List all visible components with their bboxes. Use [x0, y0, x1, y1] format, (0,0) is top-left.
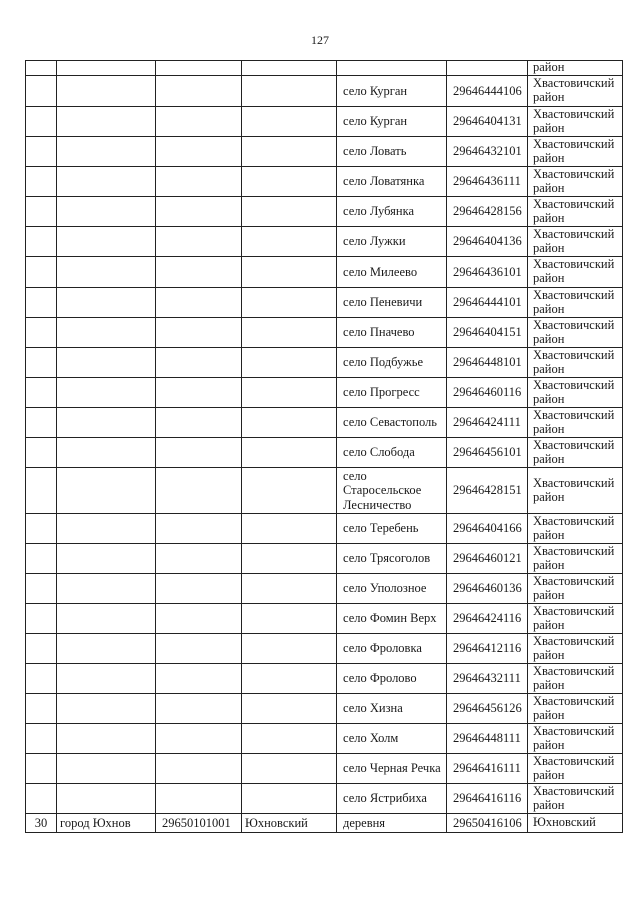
- cell-empty: [26, 227, 57, 257]
- cell-oktmo-code: 29646432101: [447, 137, 528, 167]
- cell-district: Хвастовичский район: [528, 137, 623, 167]
- cell-empty: [242, 408, 337, 438]
- cell-empty: [242, 318, 337, 348]
- table-row: [26, 257, 623, 288]
- cell-empty: [156, 604, 242, 634]
- cell-oktmo-code: 29646404166: [447, 514, 528, 544]
- cell-empty: [26, 167, 57, 197]
- cell-oktmo-code: 29646412116: [447, 634, 528, 664]
- table-row: [26, 318, 623, 348]
- cell-empty: [26, 76, 57, 107]
- cell-empty: [26, 61, 57, 76]
- cell-empty: [57, 257, 156, 288]
- cell-oktmo-code: 29646456126: [447, 694, 528, 724]
- cell-empty: [26, 514, 57, 544]
- cell-district: Хвастовичский район: [528, 468, 623, 514]
- cell-empty: [57, 197, 156, 227]
- cell-empty: [156, 197, 242, 227]
- cell-empty: [156, 664, 242, 694]
- cell-empty: [242, 574, 337, 604]
- cell-oktmo-code: 29646448101: [447, 348, 528, 378]
- cell-district: Хвастовичский район: [528, 724, 623, 754]
- cell-empty: [156, 754, 242, 784]
- cell-district: Хвастовичский район: [528, 318, 623, 348]
- cell-empty: [57, 107, 156, 137]
- cell-oktmo-code: 29646444101: [447, 288, 528, 318]
- table-row: [26, 197, 623, 227]
- cell-empty: [156, 438, 242, 468]
- settlements-table: [25, 60, 623, 833]
- cell-empty: [26, 348, 57, 378]
- table-row: [26, 784, 623, 814]
- cell-empty: [242, 694, 337, 724]
- cell-district: район: [528, 61, 623, 76]
- cell-empty: [57, 724, 156, 754]
- cell-empty: [26, 257, 57, 288]
- cell-city-code: 29650101001: [156, 814, 242, 833]
- cell-empty: [26, 468, 57, 514]
- cell-oktmo-code: 29646436111: [447, 167, 528, 197]
- cell-empty: [242, 167, 337, 197]
- cell-district: Хвастовичский район: [528, 227, 623, 257]
- cell-settlement: село Лужки: [337, 227, 447, 257]
- cell-settlement: село Хизна: [337, 694, 447, 724]
- cell-empty: [156, 468, 242, 514]
- cell-empty: [156, 107, 242, 137]
- cell-district: Хвастовичский район: [528, 694, 623, 724]
- cell-empty: [57, 754, 156, 784]
- cell-district: Хвастовичский район: [528, 514, 623, 544]
- cell-district: Хвастовичский район: [528, 288, 623, 318]
- cell-empty: [156, 574, 242, 604]
- cell-empty: [26, 197, 57, 227]
- cell-settlement: село Курган: [337, 107, 447, 137]
- cell-empty: [26, 107, 57, 137]
- cell-empty: [156, 288, 242, 318]
- cell-oktmo-code: 29646460121: [447, 544, 528, 574]
- cell-oktmo-code: 29650416106: [447, 814, 528, 833]
- cell-district: Хвастовичский район: [528, 167, 623, 197]
- cell-empty: [57, 61, 156, 76]
- cell-empty: [156, 544, 242, 574]
- cell-settlement: село Уполозное: [337, 574, 447, 604]
- cell-empty: [242, 754, 337, 784]
- cell-empty: [242, 61, 337, 76]
- cell-district: Хвастовичский район: [528, 197, 623, 227]
- cell-city: город Юхнов: [57, 814, 156, 833]
- cell-empty: [242, 107, 337, 137]
- cell-empty: [57, 574, 156, 604]
- cell-empty: [156, 167, 242, 197]
- cell-settlement: село Ловать: [337, 137, 447, 167]
- cell-empty: [156, 348, 242, 378]
- table-row: [26, 574, 623, 604]
- cell-oktmo-code: 29646404136: [447, 227, 528, 257]
- cell-empty: [57, 167, 156, 197]
- cell-empty: [156, 76, 242, 107]
- table-row: [26, 378, 623, 408]
- cell-empty: [156, 137, 242, 167]
- table-row-continued: [26, 61, 623, 76]
- table-row: [26, 76, 623, 107]
- cell-oktmo-code: 29646444106: [447, 76, 528, 107]
- cell-empty: [26, 408, 57, 438]
- cell-empty: [26, 288, 57, 318]
- cell-empty: [26, 378, 57, 408]
- cell-empty: [242, 257, 337, 288]
- page-number: 127: [311, 33, 329, 47]
- cell-oktmo-code: 29646404151: [447, 318, 528, 348]
- cell-empty: [242, 724, 337, 754]
- table-row: [26, 107, 623, 137]
- cell-empty: [156, 514, 242, 544]
- cell-empty: [57, 784, 156, 814]
- cell-district: Хвастовичский район: [528, 634, 623, 664]
- cell-district: Хвастовичский район: [528, 664, 623, 694]
- cell-row-number: 30: [26, 814, 57, 833]
- cell-settlement: село Ястрибиха: [337, 784, 447, 814]
- cell-settlement: село Фроловка: [337, 634, 447, 664]
- cell-settlement: село Прогресс: [337, 378, 447, 408]
- cell-district: Хвастовичский район: [528, 378, 623, 408]
- cell-empty: [57, 468, 156, 514]
- table-row: [26, 227, 623, 257]
- cell-empty: [57, 694, 156, 724]
- cell-empty: [57, 634, 156, 664]
- cell-empty: [337, 61, 447, 76]
- cell-settlement: село Пначево: [337, 318, 447, 348]
- cell-empty: [57, 348, 156, 378]
- cell-empty: [57, 514, 156, 544]
- cell-empty: [156, 784, 242, 814]
- cell-empty: [57, 408, 156, 438]
- table-row: [26, 514, 623, 544]
- table-row: [26, 408, 623, 438]
- cell-oktmo-code: 29646416116: [447, 784, 528, 814]
- cell-empty: [156, 318, 242, 348]
- table-row: [26, 288, 623, 318]
- cell-empty: [26, 664, 57, 694]
- cell-empty: [26, 318, 57, 348]
- cell-settlement: село Старосельское Лесничество: [337, 468, 447, 514]
- cell-empty: [156, 408, 242, 438]
- cell-district: Хвастовичский район: [528, 107, 623, 137]
- cell-oktmo-code: 29646416111: [447, 754, 528, 784]
- cell-district: Хвастовичский район: [528, 574, 623, 604]
- cell-empty: [57, 604, 156, 634]
- cell-district: Хвастовичский район: [528, 348, 623, 378]
- cell-empty: [57, 76, 156, 107]
- table-row: [26, 544, 623, 574]
- cell-empty: [26, 574, 57, 604]
- cell-empty: [242, 514, 337, 544]
- cell-district: Хвастовичский район: [528, 604, 623, 634]
- cell-empty: [242, 468, 337, 514]
- cell-oktmo-code: 29646436101: [447, 257, 528, 288]
- cell-empty: [57, 664, 156, 694]
- cell-settlement: село Фролово: [337, 664, 447, 694]
- cell-empty: [242, 288, 337, 318]
- cell-empty: [242, 664, 337, 694]
- cell-settlement: село Пеневичи: [337, 288, 447, 318]
- cell-empty: [57, 227, 156, 257]
- cell-empty: [156, 634, 242, 664]
- cell-empty: [26, 137, 57, 167]
- cell-empty: [156, 694, 242, 724]
- cell-empty: [156, 257, 242, 288]
- cell-district: Хвастовичский район: [528, 438, 623, 468]
- cell-empty: [242, 604, 337, 634]
- table-row: [26, 137, 623, 167]
- table-row: [26, 468, 623, 514]
- cell-settlement: село Подбужье: [337, 348, 447, 378]
- cell-settlement: село Черная Речка: [337, 754, 447, 784]
- cell-oktmo-code: 29646404131: [447, 107, 528, 137]
- table-row: [26, 167, 623, 197]
- cell-settlement: село Трясоголов: [337, 544, 447, 574]
- cell-oktmo-code: 29646448111: [447, 724, 528, 754]
- cell-empty: [156, 724, 242, 754]
- cell-district: Хвастовичский район: [528, 76, 623, 107]
- cell-empty: [242, 438, 337, 468]
- table-row: [26, 724, 623, 754]
- cell-empty: [57, 318, 156, 348]
- cell-empty: [57, 438, 156, 468]
- cell-settlement: село Лубянка: [337, 197, 447, 227]
- cell-oktmo-code: 29646428151: [447, 468, 528, 514]
- cell-empty: [26, 544, 57, 574]
- cell-settlement: село Теребень: [337, 514, 447, 544]
- cell-district: Хвастовичский район: [528, 784, 623, 814]
- cell-empty: [26, 604, 57, 634]
- cell-settlement: село Курган: [337, 76, 447, 107]
- cell-district: Хвастовичский район: [528, 408, 623, 438]
- cell-oktmo-code: 29646424116: [447, 604, 528, 634]
- cell-empty: [242, 137, 337, 167]
- cell-empty: [242, 348, 337, 378]
- cell-empty: [156, 61, 242, 76]
- cell-district: Хвастовичский район: [528, 754, 623, 784]
- cell-settlement: село Севастополь: [337, 408, 447, 438]
- cell-empty: [26, 724, 57, 754]
- cell-empty: [156, 227, 242, 257]
- cell-district: Юхновский: [528, 814, 623, 833]
- cell-settlement: село Холм: [337, 724, 447, 754]
- cell-oktmo-code: 29646424111: [447, 408, 528, 438]
- cell-empty: [57, 288, 156, 318]
- table-row-last: [26, 814, 623, 833]
- cell-oktmo-code: 29646460116: [447, 378, 528, 408]
- cell-district: Хвастовичский район: [528, 257, 623, 288]
- cell-region: Юхновский: [242, 814, 337, 833]
- cell-empty: [26, 754, 57, 784]
- cell-empty: [242, 76, 337, 107]
- cell-empty: [242, 378, 337, 408]
- cell-settlement: село Слобода: [337, 438, 447, 468]
- cell-settlement: деревня: [337, 814, 447, 833]
- cell-oktmo-code: 29646428156: [447, 197, 528, 227]
- table-row: [26, 754, 623, 784]
- cell-oktmo-code: 29646460136: [447, 574, 528, 604]
- cell-district: Хвастовичский район: [528, 544, 623, 574]
- cell-empty: [242, 544, 337, 574]
- cell-settlement: село Ловатянка: [337, 167, 447, 197]
- table-row: [26, 438, 623, 468]
- cell-empty: [26, 784, 57, 814]
- cell-empty: [156, 378, 242, 408]
- table-row: [26, 634, 623, 664]
- cell-empty: [242, 197, 337, 227]
- cell-settlement: село Милеево: [337, 257, 447, 288]
- cell-empty: [242, 227, 337, 257]
- table-row: [26, 604, 623, 634]
- cell-empty: [57, 544, 156, 574]
- cell-settlement: село Фомин Верх: [337, 604, 447, 634]
- table-row: [26, 348, 623, 378]
- cell-empty: [57, 378, 156, 408]
- table-row: [26, 664, 623, 694]
- cell-empty: [242, 634, 337, 664]
- cell-empty: [26, 634, 57, 664]
- cell-empty: [57, 137, 156, 167]
- cell-oktmo-code: 29646432111: [447, 664, 528, 694]
- cell-empty: [26, 438, 57, 468]
- cell-oktmo-code: 29646456101: [447, 438, 528, 468]
- cell-empty: [447, 61, 528, 76]
- table-row: [26, 694, 623, 724]
- cell-empty: [26, 694, 57, 724]
- cell-empty: [242, 784, 337, 814]
